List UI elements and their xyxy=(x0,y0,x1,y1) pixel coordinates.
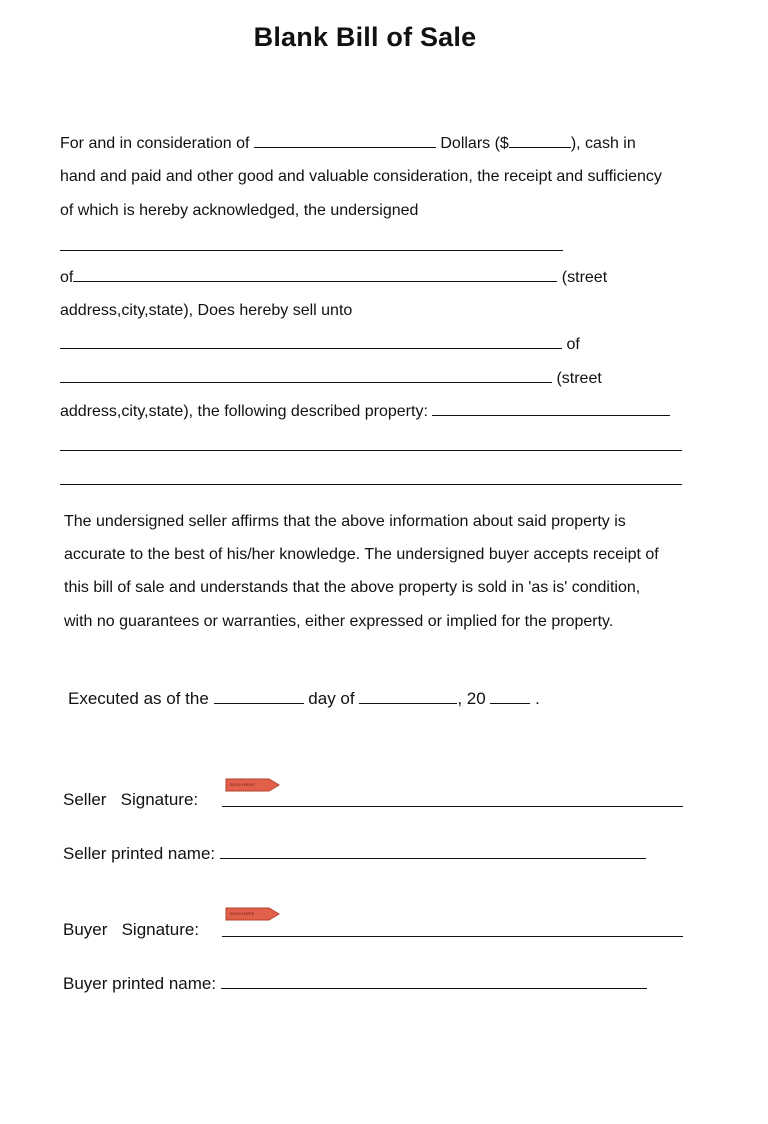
dollars-label: Dollars ($ xyxy=(440,135,509,152)
buyer-name-line xyxy=(60,334,580,355)
buyer-name-blank[interactable] xyxy=(60,334,562,349)
buyer-address-blank[interactable] xyxy=(60,368,552,383)
seller-signature-blank[interactable] xyxy=(222,806,683,807)
of-label: of xyxy=(60,269,74,286)
seller-printed-name-label: Seller printed name: xyxy=(63,844,216,863)
property-blank[interactable] xyxy=(432,401,670,416)
affirmation-line-4: with no guarantees or warranties, either expressed or implied for the property. xyxy=(64,613,614,630)
seller-signature-label: Seller Signature: xyxy=(63,790,199,809)
day-blank[interactable] xyxy=(214,689,304,704)
seller-name-blank[interactable] xyxy=(60,250,563,251)
executed-line xyxy=(68,689,540,709)
amount-words-blank[interactable] xyxy=(254,133,436,148)
consideration-prefix: For and in consideration of xyxy=(60,135,250,152)
affirmation-line-3: this bill of sale and understands that the above property is sold in 'as is' condition, xyxy=(64,579,641,596)
affirmation-line-1: The undersigned seller affirms that the above information about said property is xyxy=(64,513,626,530)
street-label: (street xyxy=(561,269,608,286)
executed-prefix: Executed as of the xyxy=(68,689,209,708)
year-prefix: , 20 xyxy=(457,689,486,708)
seller-address-blank[interactable] xyxy=(73,267,557,282)
amount-number-blank[interactable] xyxy=(509,133,571,148)
year-blank[interactable] xyxy=(490,689,530,704)
buyer-printed-name-blank[interactable] xyxy=(221,974,647,989)
buyer-address-line xyxy=(60,368,602,389)
month-blank[interactable] xyxy=(359,689,457,704)
day-of-label: day of xyxy=(308,689,355,708)
of-label-2: of xyxy=(566,336,580,353)
seller-address-line xyxy=(60,267,607,288)
buyer-printed-name-line xyxy=(63,974,647,994)
seller-printed-name-blank[interactable] xyxy=(220,844,646,859)
buyer-printed-name-label: Buyer printed name: xyxy=(63,974,217,993)
property-label: address,city,state), the following described property: xyxy=(60,403,428,420)
property-blank-3[interactable] xyxy=(60,484,682,485)
buyer-signature-blank[interactable] xyxy=(222,936,683,937)
street-label-2: (street xyxy=(556,370,602,387)
affirmation-line-2: accurate to the best of his/her knowledge. The undersigned buyer accepts receipt of xyxy=(64,546,659,563)
cash-in-label: ), cash in xyxy=(570,135,636,152)
buyer-sign-tag-text: SIGN HERE xyxy=(230,911,255,916)
seller-sign-tag-text: SIGN HERE xyxy=(230,782,255,787)
property-line xyxy=(60,401,670,422)
property-blank-2[interactable] xyxy=(60,450,682,451)
seller-printed-name-line xyxy=(63,844,646,864)
consideration-line xyxy=(60,133,636,154)
executed-period: . xyxy=(535,689,540,708)
buyer-signature-label: Buyer Signature: xyxy=(63,920,200,939)
consideration-line-3: of which is hereby acknowledged, the undersigned xyxy=(60,202,419,219)
sell-unto-line: address,city,state), Does hereby sell unto xyxy=(60,302,353,319)
buyer-sign-here-tag-icon[interactable] xyxy=(225,907,281,921)
consideration-line-2: hand and paid and other good and valuable consideration, the receipt and sufficiency xyxy=(60,168,662,185)
seller-sign-here-tag-icon[interactable] xyxy=(225,778,281,792)
document-title: Blank Bill of Sale xyxy=(253,22,477,52)
